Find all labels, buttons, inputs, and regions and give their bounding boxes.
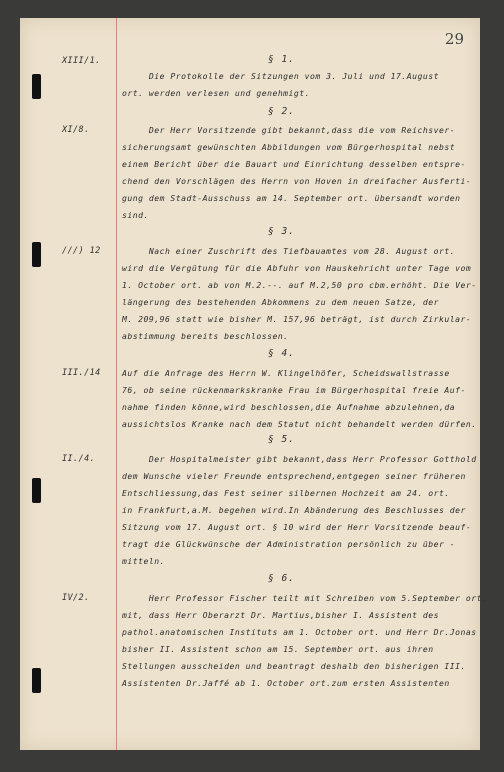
margin-reference: II./4. [62,454,96,464]
text-line: bisher II. Assistent schon am 15. September ort. aus ihren [122,644,434,654]
text-line: Die Protokolle der Sitzungen vom 3. Juli und 17.August [122,71,439,81]
margin-rule [116,18,117,750]
text-line: gung dem Stadt-Ausschuss am 14. September ort. übersandt worden [122,193,461,203]
section-heading: § 6. [268,573,295,584]
punch-hole [32,478,41,503]
text-line: abstimmung bereits beschlossen. [122,331,289,341]
text-line: in Frankfurt,a.M. begehen wird.In Abänderung des Beschlusses der [122,505,466,515]
text-line: Der Herr Vorsitzende gibt bekannt,dass die vom Reichsver- [122,125,456,135]
text-line: sind. [122,210,149,220]
text-line: chend den Vorschlägen des Herrn von Hoven in dreifacher Ausferti- [122,176,472,186]
text-line: Herr Professor Fischer teilt mit Schreiben vom 5.September ort. [122,593,488,603]
text-line: Auf die Anfrage des Herrn W. Klingelhöfer, Scheidswallstrasse [122,368,450,378]
text-line: aussichtslos Kranke nach dem Statut nicht behandelt werden dürfen. [122,419,477,429]
margin-reference: XI/8. [62,125,90,135]
punch-hole [32,668,41,693]
text-line: mit, dass Herr Oberarzt Dr. Martius,bisher I. Assistent des [122,610,439,620]
margin-reference: IV/2. [62,593,90,603]
margin-reference: ///) 12 [62,246,101,256]
margin-reference: III./14 [62,368,101,378]
section-heading: § 5. [268,434,295,445]
text-line: tragt die Glückwünsche der Administration persönlich zu über - [122,539,456,549]
text-line: Entschliessung,das Fest seiner silbernen Hochzeit am 24. ort. [122,488,450,498]
text-line: pathol.anatomischen Instituts am 1. October ort. und Herr Dr.Jonas [122,627,477,637]
text-line: 1. October ort. ab von M.2.--. auf M.2,50 pro cbm.erhöht. Die Ver- [122,280,477,290]
section-heading: § 2. [268,106,295,117]
text-line: nahme finden könne,wird beschlossen,die Aufnahme abzulehnen,da [122,402,456,412]
section-heading: § 3. [268,226,295,237]
section-heading: § 1. [268,54,295,65]
text-line: wird die Vergütung für die Abfuhr von Hauskehricht unter Tage vom [122,263,472,273]
punch-hole [32,242,41,267]
text-line: dem Wunsche vieler Freunde entsprechend,entgegen seiner früheren [122,471,466,481]
document-page [20,18,488,750]
text-line: M. 209,96 statt wie bisher M. 157,96 beträgt, ist durch Zirkular- [122,314,472,324]
text-line: Sitzung vom 17. August ort. § 10 wird der Herr Vorsitzende beauf- [122,522,472,532]
text-line: Assistenten Dr.Jaffé ab 1. October ort.zum ersten Assistenten [122,678,450,688]
text-line: längerung des bestehenden Abkommens zu dem neuen Satze, der [122,297,439,307]
margin-reference: XIII/1. [62,56,101,66]
page-number: 29 [444,30,464,48]
text-line: sicherungsamt gewünschten Abbildungen vom Bürgerhospital nebst [122,142,456,152]
punch-hole [32,74,41,99]
text-line: Der Hospitalmeister gibt bekannt,dass Herr Professor Gotthold [122,454,477,464]
text-line: Nach einer Zuschrift des Tiefbauamtes vom 28. August ort. [122,246,456,256]
text-line: ort. werden verlesen und genehmigt. [122,88,311,98]
text-line: 76, ob seine rückenmarkskranke Frau im Bürgerhospital freie Auf- [122,385,466,395]
text-line: einem Bericht über die Bauart und Einrichtung desselben entspre- [122,159,466,169]
section-heading: § 4. [268,348,295,359]
text-line: Stellungen ausscheiden und beantragt deshalb den bisherigen III. [122,661,466,671]
text-line: mitteln. [122,556,165,566]
